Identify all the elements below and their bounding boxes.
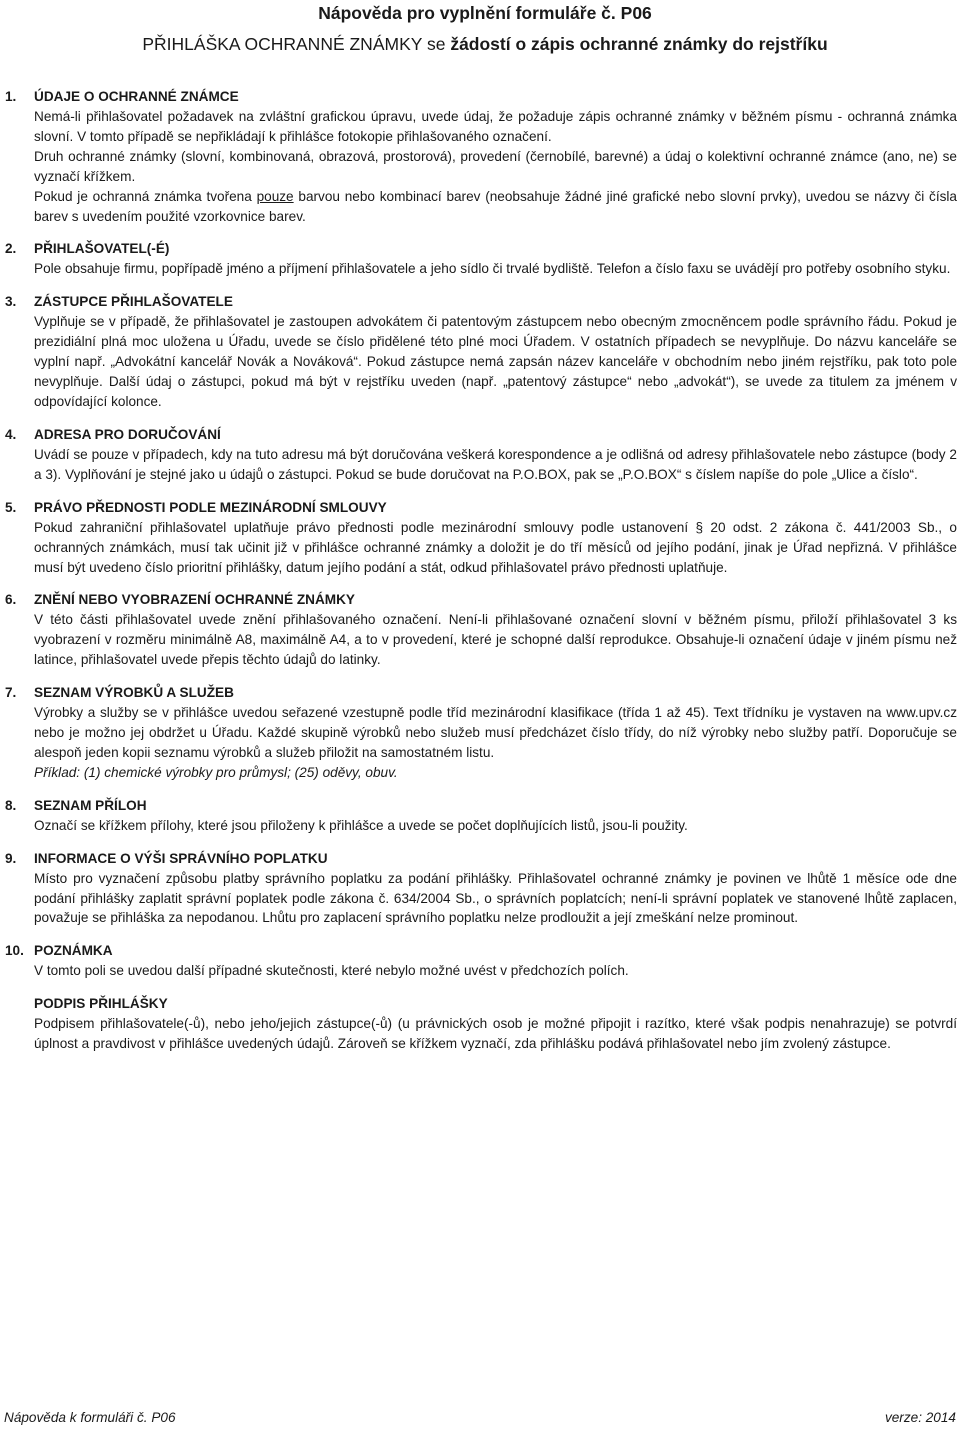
subtitle-plain: PŘIHLÁŠKA OCHRANNÉ ZNÁMKY se	[142, 34, 451, 54]
paragraph-text: Pokud je ochranná známka tvořena	[34, 188, 257, 204]
example-text: Příklad: (1) chemické výrobky pro průmysl; (25) oděvy, obuv.	[34, 764, 398, 780]
section-heading: ZÁSTUPCE PŘIHLAŠOVATELE	[34, 294, 233, 310]
section-number: 6.	[5, 592, 17, 608]
document-content	[0, 87, 960, 1067]
section-8	[0, 796, 960, 836]
section-paragraph: Místo pro vyznačení způsobu platby správního poplatku za podání přihlášky. Přihlašovatel ochranné známky je povinen ve lhůtě 1 měsíce ode dne podání přihlášky zaplatit správní poplatek podle zákona č. 634/2004 Sb., o správních poplatcích; není-li správní poplatek ve stanovené lhůtě zaplacen, považuje se přihláška za nepodanou. Lhůtu pro zaplacení správního poplatku nelze prodloužit a její zmeškání nelze prominout.	[34, 870, 957, 926]
section-number: 1.	[5, 89, 17, 104]
section-number: 9.	[5, 850, 17, 866]
section-heading: PODPIS PŘIHLÁŠKY	[34, 996, 168, 1012]
section-4	[0, 425, 960, 485]
section-paragraph: Podpisem přihlašovatele(-ů), nebo jeho/jejich zástupce(-ů) (u právnických osob je možné připojit i razítko, které však podpis nenahrazuje) se potvrdí úplnost a pravdivost v přihlášce uvedených údajů. Zároveň se křížkem vyznačí, zda přihlášku podává přihlašovatel nebo jím zvolený zástupce.	[34, 1016, 957, 1052]
example-paragraph	[34, 763, 957, 783]
section-paragraph: Pole obsahuje firmu, popřípadě jméno a příjmení přihlašovatele a jeho sídlo či trvalé bydliště. Telefon a číslo faxu se uvádějí pro potřeby osobního styku.	[34, 261, 951, 277]
footer-version: verze: 2014	[884, 1410, 956, 1425]
section-heading: PŘIHLAŠOVATEL(-É)	[34, 241, 170, 257]
section-paragraph: Výrobky a služby se v přihlášce uvedou seřazené vzestupně podle tříd mezinárodní klasifikace (třída 1 až 45). Text třídníku je vystaven na www.upv.cz nebo je možno jej obdržet u Úřadu. Každé skupině výrobků nebo služeb musí předcházet číslo třídy, do níž výrobky nebo služby patří. Doporučuje se alespoň jeden kopii seznamu výrobků a služeb přiložit na samostatném listu.	[34, 705, 957, 760]
document-title: Nápověda pro vyplnění formuláře č. P06	[318, 3, 652, 23]
section-paragraph: Druh ochranné známky (slovní, kombinovaná, obrazová, prostorová), provedení (černobílé, barevné) a údaj o kolektivní ochranné známce (ano, ne) se vyznačí křížkem.	[34, 148, 957, 184]
section-number: 10.	[5, 943, 24, 959]
section-1	[0, 87, 960, 226]
section-number: 3.	[5, 294, 17, 310]
section-heading: ZNĚNÍ NEBO VYOBRAZENÍ OCHRANNÉ ZNÁMKY	[34, 592, 355, 608]
section-number: 5.	[5, 499, 17, 515]
section-6	[0, 590, 960, 670]
section-paragraph: V této části přihlašovatel uvede znění přihlašovaného označení. Není-li přihlašované označení slovní v běžném písmu, přiloží přihlašovatel 3 ks vyobrazení v rozměru minimálně A8, maximálně A4, a to v provedení, které je schopné další reprodukce. Obsahuje-li označení údaje v jiném písmu než latince, přihlašovatel uvede přepis těchto údajů do latinky.	[34, 612, 957, 668]
section-number: 2.	[5, 241, 17, 257]
section-7	[0, 683, 960, 783]
section-signature	[0, 994, 960, 1054]
section-paragraph: Vyplňuje se v případě, že přihlašovatel je zastoupen advokátem či patentovým zástupcem nebo obecným zmocněncem podle správního řádu. Pokud je prezidiální plná moc uložena u Úřadu, uvede se číslo přidělené této plné moci Úřadem. V ostatních případech se nevyplňuje. Do názvu kanceláře se vyplní např. „Advokátní kancelář Novák a Nováková“. Pokud zástupce nemá zapsán název kanceláře v obchodním nebo jiném rejstříku, pak toto pole nevyplňuje. Další údaj o zástupci, pokud má být v rejstříku uveden (např. „patentový zástupce“ nebo „advokát“), se uvede za titulem za jménem v odpovídající kolonce.	[34, 314, 957, 409]
section-paragraph: Pokud zahraniční přihlašovatel uplatňuje právo přednosti podle mezinárodní smlouvy podle ustanovení § 20 odst. 2 zákona č. 441/2003 Sb., o ochranných známkách, musí tak učinit již v přihlášce ochranné známky a doložit je do tří měsíců od jejího podání, jinak je Úřad nepřizná. V přihlášce musí být uvedeno číslo prioritní přihlášky, datum jejího podání a stát, odkud přihlašovatel právo přednosti uplatňuje.	[34, 519, 957, 575]
footer-form-name: Nápověda k formuláři č. P06	[4, 1410, 176, 1425]
underlined-word: pouze	[256, 188, 294, 204]
section-number: 4.	[5, 426, 17, 442]
document-subtitle	[0, 34, 960, 54]
section-number: 7.	[5, 685, 17, 701]
section-heading: INFORMACE O VÝŠI SPRÁVNÍHO POPLATKU	[34, 850, 328, 866]
subtitle-bold: žádostí o zápis ochranné známky do rejstříku	[450, 34, 828, 54]
section-number: 8.	[5, 797, 17, 813]
section-heading: SEZNAM VÝROBKŮ A SLUŽEB	[34, 685, 234, 701]
section-5	[0, 498, 960, 578]
section-2	[0, 239, 960, 279]
section-paragraph: V tomto poli se uvedou další případné skutečnosti, které nebylo možné uvést v předchozích polích.	[34, 963, 629, 979]
section-3	[0, 292, 960, 412]
paragraph-text: barvou nebo kombinací barev (neobsahuje žádné jiné grafické nebo slovní prvky), uvedou se názvy či čísla barev s uvedením použité vzorkovnice barev.	[34, 188, 957, 224]
section-paragraph	[34, 187, 957, 227]
section-paragraph: Uvádí se pouze v případech, kdy na tuto adresu má být doručována veškerá korespondence a je odlišná od adresy přihlašovatele nebo zástupce (body 2 a 3). Vyplňování je stejné jako u údajů o zástupci. Pokud se bude doručovat na P.O.BOX, pak se „P.O.BOX“ s číslem napíše do pole „Ulice a číslo“.	[34, 446, 957, 482]
section-paragraph: Nemá-li přihlašovatel požadavek na zvláštní grafickou úpravu, uvede údaj, že požaduje zápis ochranné známky v běžném písmu - ochranná známka slovní. V tomto případě se nepřikládají k přihlášce fotokopie přihlašovaného označení.	[34, 109, 957, 144]
section-heading: SEZNAM PŘÍLOH	[34, 797, 147, 813]
section-heading: ÚDAJE O OCHRANNÉ ZNÁMCE	[34, 89, 239, 104]
section-paragraph: Označí se křížkem přílohy, které jsou přiloženy k přihlášce a uvede se počet doplňujících listů, jsou-li použity.	[34, 817, 688, 833]
section-heading: PRÁVO PŘEDNOSTI PODLE MEZINÁRODNÍ SMLOUVY	[34, 499, 387, 515]
section-9	[0, 849, 960, 929]
section-heading: POZNÁMKA	[34, 943, 113, 959]
section-10	[0, 941, 960, 981]
section-heading: ADRESA PRO DORUČOVÁNÍ	[34, 426, 221, 442]
